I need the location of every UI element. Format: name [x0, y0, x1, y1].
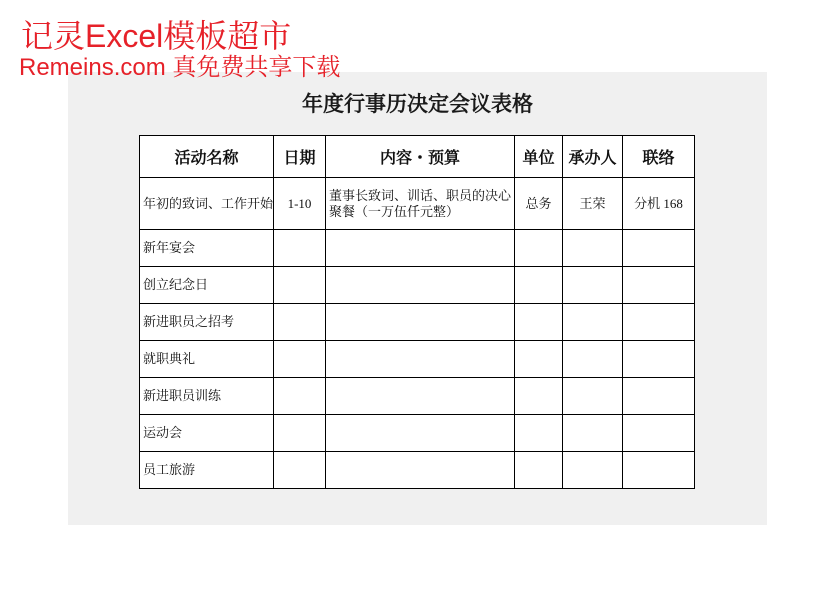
- cell-content-budget: 董事长致词、训话、职员的决心聚餐（一万伍仟元整）: [326, 178, 515, 230]
- cell-date: [274, 304, 326, 341]
- cell-activity: 新进职员训练: [140, 378, 274, 415]
- cell-date: [274, 230, 326, 267]
- cell-organizer: [563, 341, 623, 378]
- table-row: [140, 452, 695, 489]
- cell-contact: [623, 304, 695, 341]
- cell-content-budget: [326, 415, 515, 452]
- header-contact: 联络: [623, 136, 695, 178]
- table-row: [140, 230, 695, 267]
- cell-contact: [623, 452, 695, 489]
- header-content-budget: 内容・预算: [326, 136, 515, 178]
- cell-content-budget: [326, 378, 515, 415]
- cell-activity: 就职典礼: [140, 341, 274, 378]
- cell-organizer: [563, 304, 623, 341]
- cell-contact: 分机 168: [623, 178, 695, 230]
- header-unit: 单位: [515, 136, 563, 178]
- cell-date: [274, 267, 326, 304]
- cell-unit: [515, 452, 563, 489]
- header-date: 日期: [274, 136, 326, 178]
- cell-activity: 新年宴会: [140, 230, 274, 267]
- table-row: [140, 415, 695, 452]
- table-row: [140, 304, 695, 341]
- cell-date: 1-10: [274, 178, 326, 230]
- cell-organizer: [563, 230, 623, 267]
- cell-date: [274, 452, 326, 489]
- cell-content-budget: [326, 452, 515, 489]
- cell-activity: 员工旅游: [140, 452, 274, 489]
- schedule-table: [139, 135, 695, 489]
- watermark-subtitle: Remeins.com 真免费共享下载: [19, 54, 341, 81]
- cell-unit: [515, 267, 563, 304]
- cell-unit: [515, 378, 563, 415]
- cell-unit: [515, 341, 563, 378]
- cell-date: [274, 341, 326, 378]
- cell-organizer: [563, 378, 623, 415]
- cell-activity: 新进职员之招考: [140, 304, 274, 341]
- cell-organizer: 王荣: [563, 178, 623, 230]
- cell-content-budget: [326, 230, 515, 267]
- cell-organizer: [563, 267, 623, 304]
- cell-activity: 年初的致词、工作开始: [140, 178, 274, 230]
- cell-activity: 运动会: [140, 415, 274, 452]
- header-row: [140, 136, 695, 178]
- header-organizer: 承办人: [563, 136, 623, 178]
- cell-organizer: [563, 452, 623, 489]
- table-row: [140, 378, 695, 415]
- cell-unit: [515, 230, 563, 267]
- watermark-title: 记灵Excel模板超市: [21, 18, 292, 54]
- cell-contact: [623, 230, 695, 267]
- cell-contact: [623, 267, 695, 304]
- cell-contact: [623, 378, 695, 415]
- cell-date: [274, 415, 326, 452]
- cell-date: [274, 378, 326, 415]
- cell-organizer: [563, 415, 623, 452]
- sheet-preview: [68, 72, 767, 525]
- table-row: [140, 267, 695, 304]
- cell-unit: [515, 304, 563, 341]
- cell-activity: 创立纪念日: [140, 267, 274, 304]
- cell-content-budget: [326, 341, 515, 378]
- cell-content-budget: [326, 304, 515, 341]
- cell-contact: [623, 341, 695, 378]
- header-activity-name: 活动名称: [140, 136, 274, 178]
- cell-content-budget: [326, 267, 515, 304]
- table-row: [140, 341, 695, 378]
- cell-unit: 总务: [515, 178, 563, 230]
- sheet-title: 年度行事历决定会议表格: [302, 92, 533, 116]
- cell-unit: [515, 415, 563, 452]
- table-row: [140, 178, 695, 230]
- cell-contact: [623, 415, 695, 452]
